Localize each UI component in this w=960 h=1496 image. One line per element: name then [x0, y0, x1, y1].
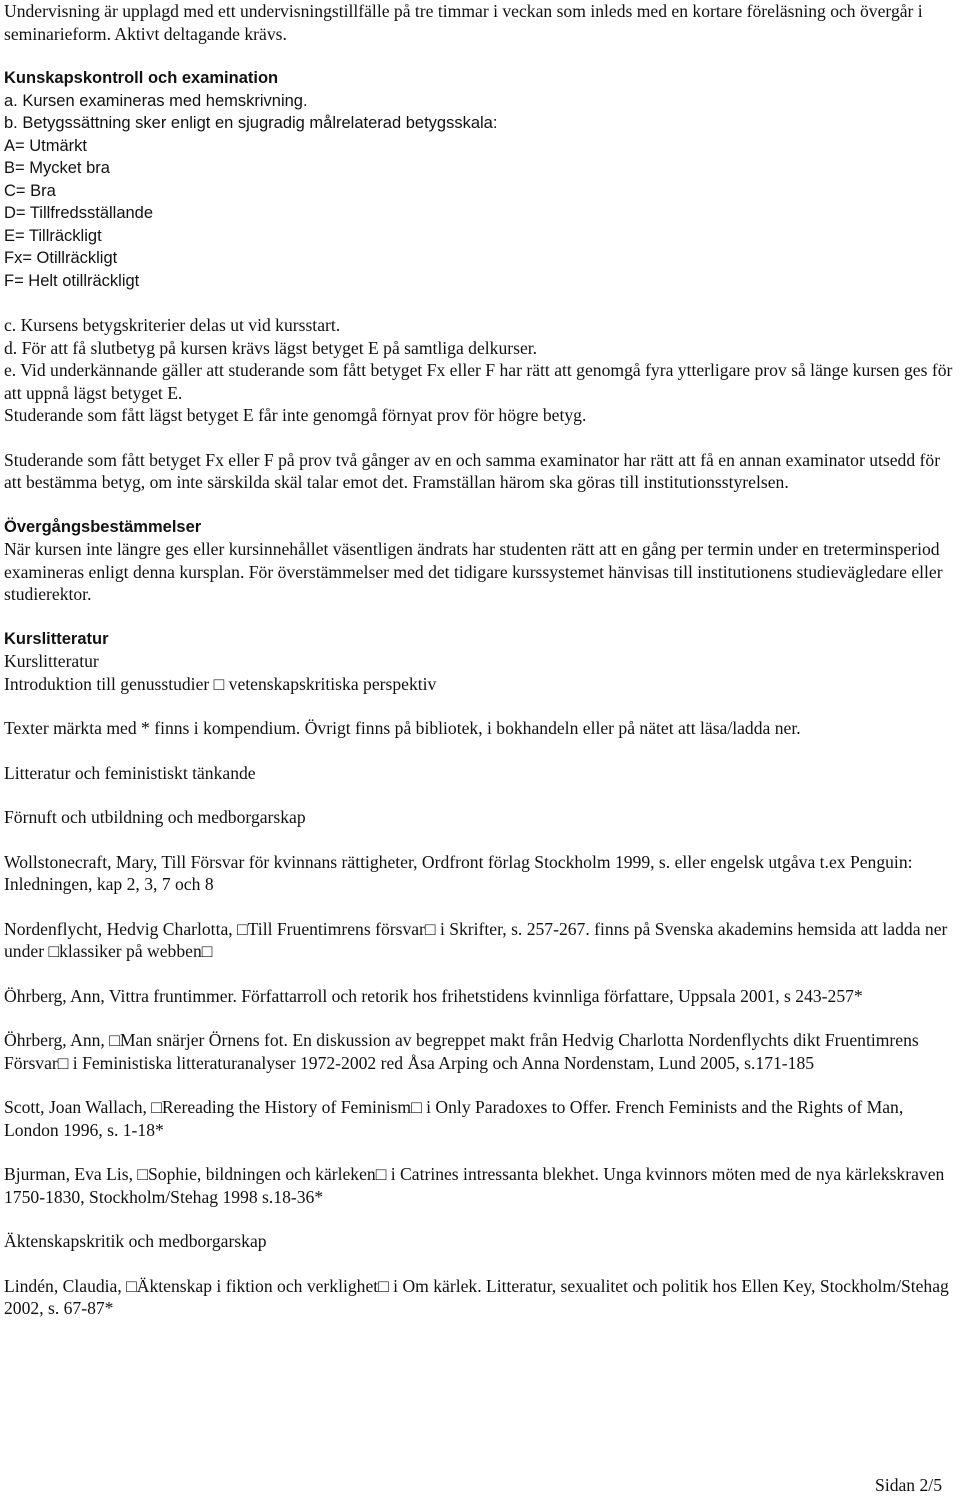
reference-item: Öhrberg, Ann, Vittra fruntimmer. Författarroll och retorik hos frihetstidens kvinnliga författare, Uppsala 2001, s 243-257*	[4, 985, 863, 1006]
reference-item: Nordenflycht, Hedvig Charlotta, □Till Fruentimrens försvar□ i Skrifter, s. 257-267. finns på Svenska akademins hemsida att ladda ner under □klassiker på webben□	[4, 918, 948, 961]
literature-heading: Kurslitteratur	[4, 629, 109, 648]
literature-section-title: Litteratur och feministiskt tänkande	[4, 762, 256, 783]
literature-subheading: Kurslitteratur	[4, 651, 99, 671]
exam-item-a: a. Kursen examineras med hemskrivning.	[4, 91, 308, 110]
grade-item: B= Mycket bra	[4, 159, 110, 177]
literature-section-title: Förnuft och utbildning och medborgarskap	[4, 807, 306, 827]
intro-paragraph: Undervisning är upplagd med ett undervisningstillfälle på tre timmar i veckan som inleds med en kortare föreläsning och övergår i seminarieform. Aktivt deltagande krävs.	[4, 1, 923, 44]
course-title: Introduktion till genusstudier □ vetenskapskritiska perspektiv	[4, 673, 437, 694]
reference-item: Scott, Joan Wallach, □Rereading the History of Feminism□ i Only Paradoxes to Offer. French Feminists and the Rights of Man, London 1996, s. 1-18*	[4, 1097, 904, 1140]
examiner-paragraph: Studerande som fått betyget Fx eller F på prov två gånger av en och samma examinator har rätt att få en annan examinator utsedd för att bestämma betyg, om inte särskilda skäl talar emot det. Framställan härom ska göras till institutionsstyrelsen.	[4, 449, 941, 492]
grade-item: C= Bra	[4, 181, 56, 200]
grade-item: D= Tillfredsställande	[4, 204, 154, 222]
transition-heading: Övergångsbestämmelser	[4, 517, 202, 536]
literature-note: Texter märkta med * finns i kompendium. Övrigt finns på bibliotek, i bokhandeln eller på nätet att läsa/ladda ner.	[4, 718, 801, 738]
grade-item: Fx= Otillräckligt	[4, 249, 118, 267]
transition-paragraph: När kursen inte längre ges eller kursinnehållet väsentligen ändrats har studenten rätt att en gång per termin under en treterminsperiod examineras enligt denna kursplan. För överstämmelser med det tidigare kurssystemet hänvisas till institutionens studievägledare eller studierektor.	[4, 539, 943, 604]
reference-item: Wollstonecraft, Mary, Till Försvar för kvinnans rättigheter, Ordfront förlag Stockholm 1999, s. eller engelsk utgåva t.ex Penguin: Inledningen, kap 2, 3, 7 och 8	[4, 851, 913, 894]
grade-item: F= Helt otillräckligt	[4, 271, 140, 290]
exam-item-e2: Studerande som fått lägst betyget E får inte genomgå förnyat prov för högre betyg.	[4, 405, 587, 425]
examination-heading: Kunskapskontroll och examination	[4, 69, 279, 87]
exam-item-b: b. Betygssättning sker enligt en sjugradig målrelaterad betygsskala:	[4, 114, 498, 132]
grade-item: E= Tillräckligt	[4, 226, 102, 245]
exam-item-d: d. För att få slutbetyg på kursen krävs lägst betyget E på samtliga delkurser.	[4, 337, 538, 358]
reference-item: Bjurman, Eva Lis, □Sophie, bildningen och kärleken□ i Catrines intressanta blekhet. Unga kvinnors möten med de nya kärlekskraven 1750-1830, Stockholm/Stehag 1998 s.18-36*	[4, 1164, 945, 1207]
exam-item-c: c. Kursens betygskriterier delas ut vid kursstart.	[4, 315, 341, 335]
grade-item: A= Utmärkt	[4, 136, 87, 155]
grade-list	[4, 135, 954, 293]
reference-item: Öhrberg, Ann, □Man snärjer Örnens fot. En diskussion av begreppet makt från Hedvig Charlotta Nordenflychts dikt Fruentimrens Försvar□ i Feministiska litteraturanalyser 1972-2002 red Åsa Arping och Anna Nordenstam, Lund 2005, s.171-185	[4, 1030, 919, 1073]
reference-item: Lindén, Claudia, □Äktenskap i fiktion och verklighet□ i Om kärlek. Litteratur, sexualitet och politik hos Ellen Key, Stockholm/Stehag 2002, s. 67-87*	[4, 1275, 949, 1318]
literature-section-title: Äktenskapskritik och medborgarskap	[4, 1231, 267, 1251]
document-page	[4, 0, 954, 1320]
exam-item-e: e. Vid underkännande gäller att studerande som fått betyget Fx eller F har rätt att genomgå fyra ytterligare prov så länge kursen ges för att uppnå lägst betyget E.	[4, 360, 953, 403]
page-number: Sidan 2/5	[875, 1475, 942, 1495]
